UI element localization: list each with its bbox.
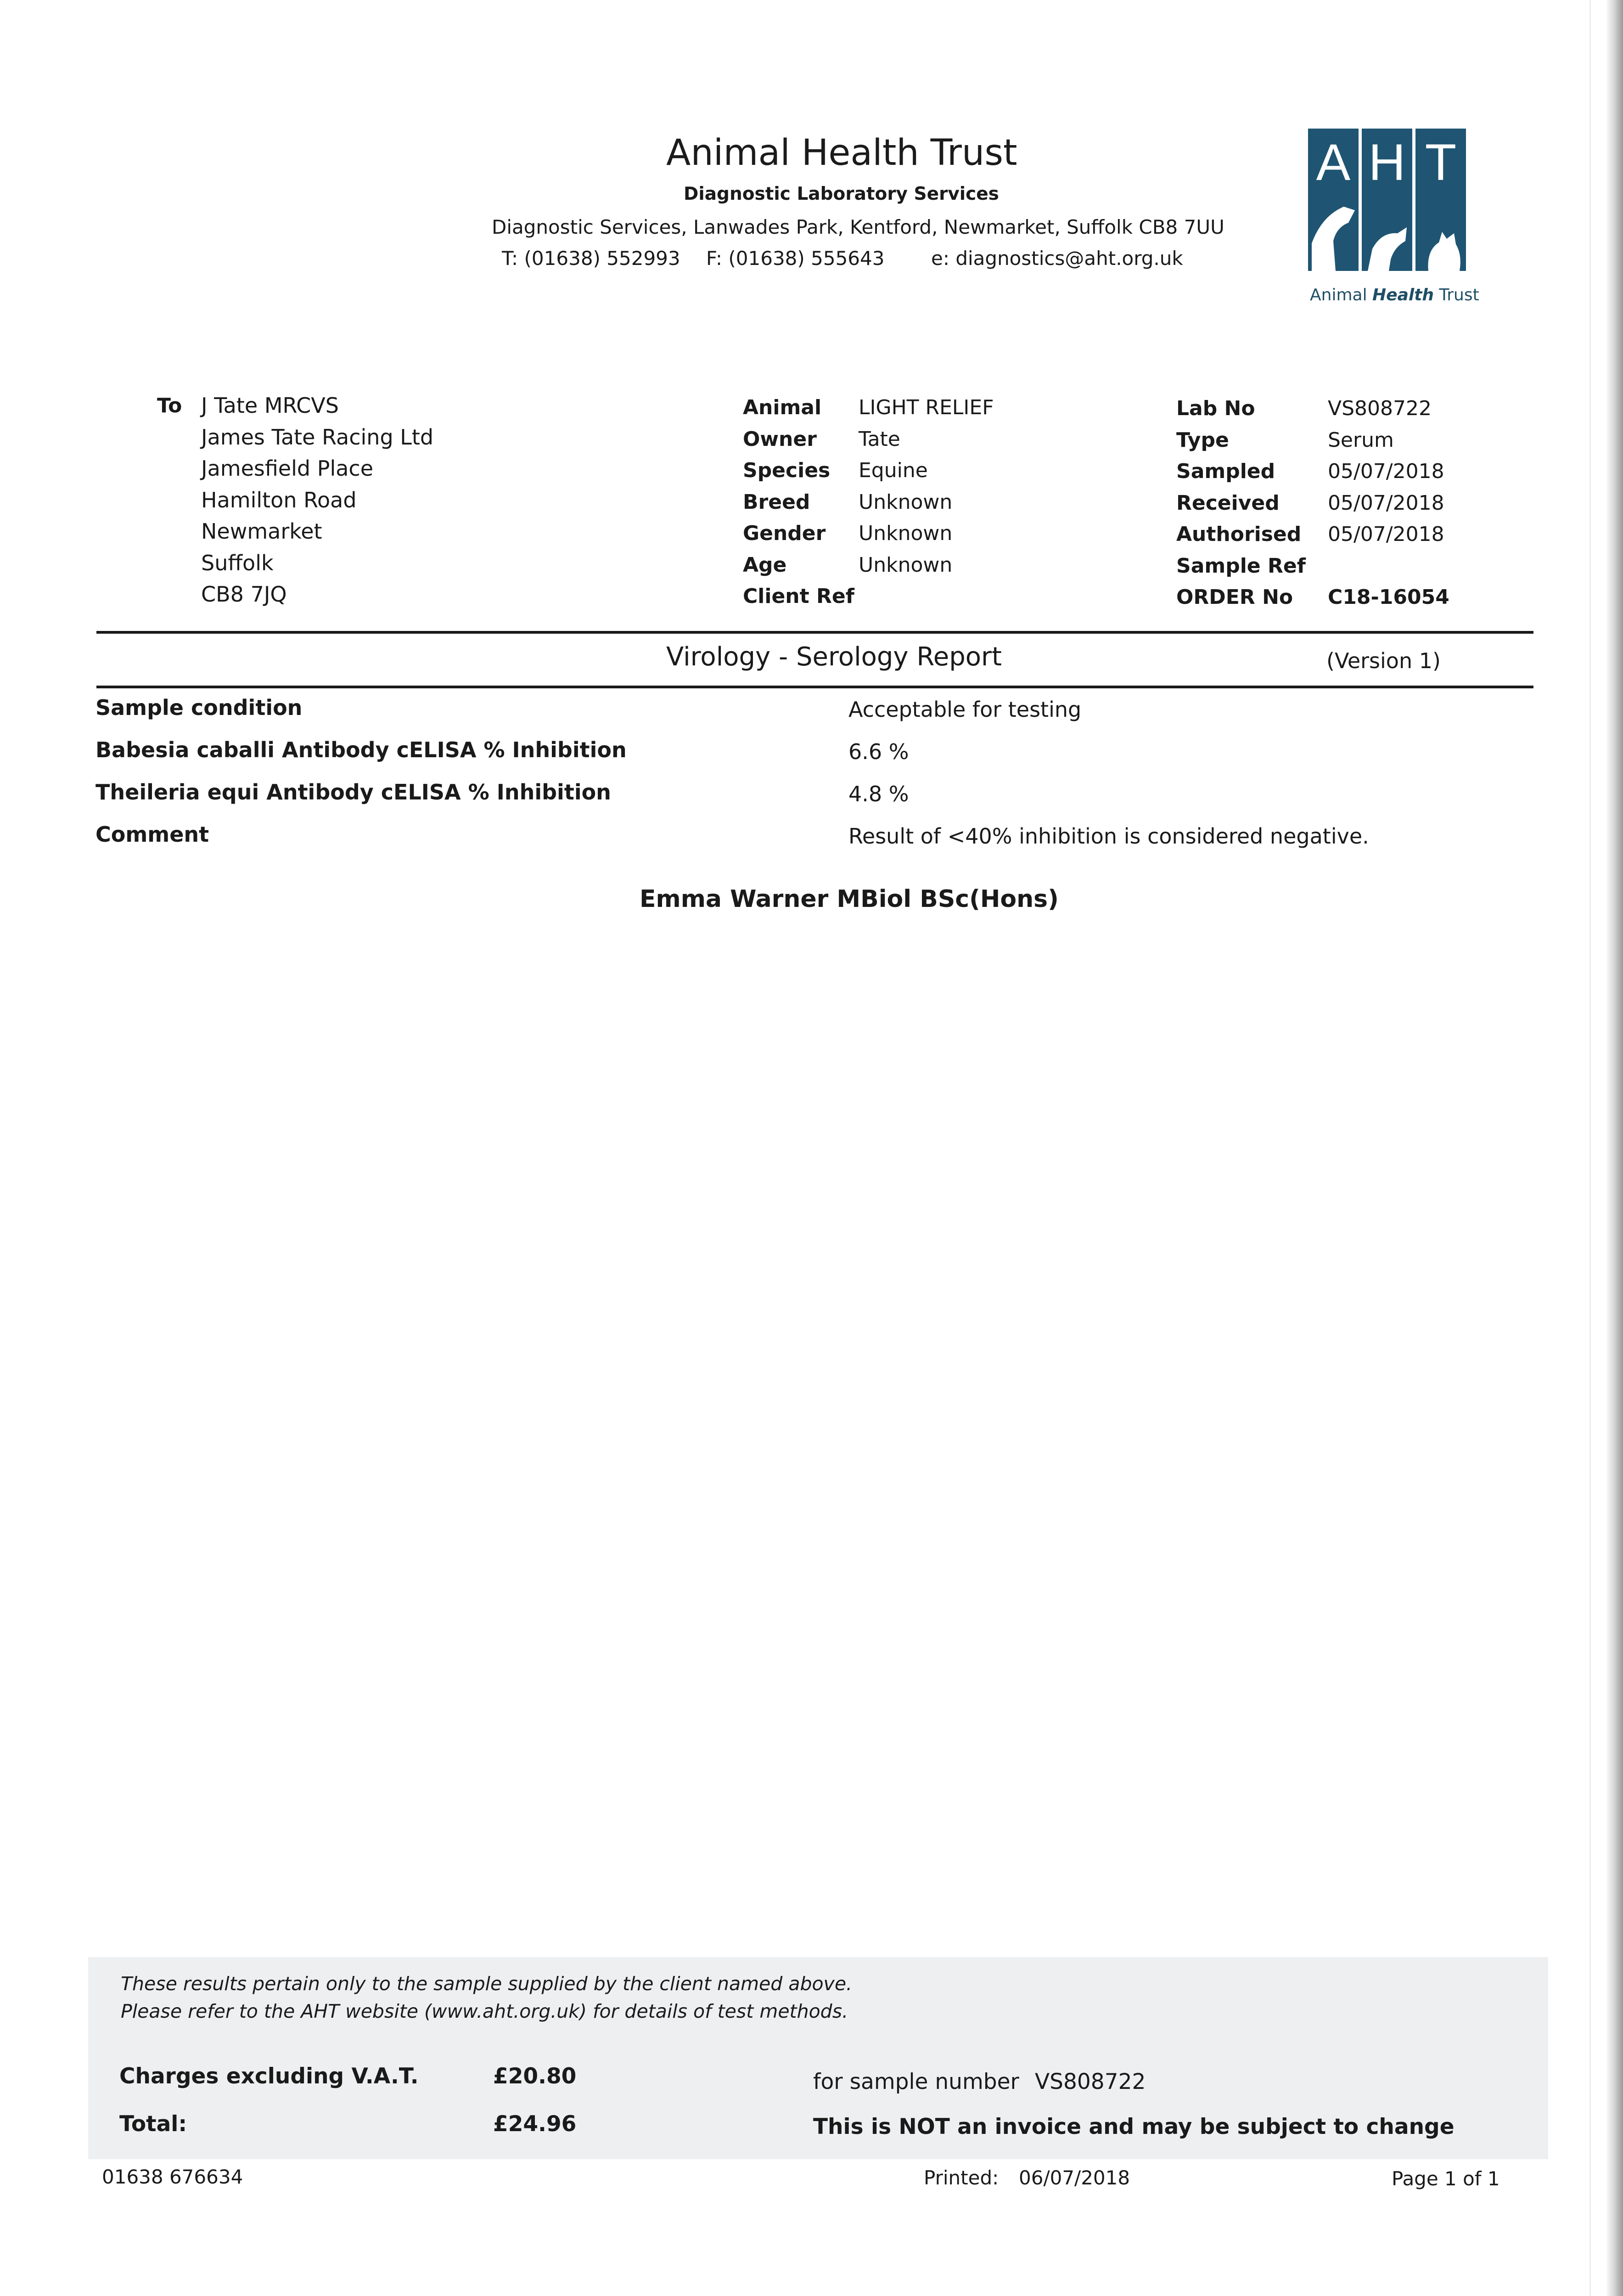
lab-info-value: 05/07/2018 <box>1328 523 1444 546</box>
lab-info-label: Type <box>1176 428 1229 452</box>
org-fax: F: (01638) 555643 <box>706 247 885 270</box>
logo-letter-t: T <box>1425 134 1457 191</box>
recipient-line: Newmarket <box>201 519 322 544</box>
recipient-line: James Tate Racing Ltd <box>201 424 434 450</box>
paper-crease <box>1589 0 1591 2296</box>
sample-number-label: for sample number <box>813 2069 1019 2094</box>
aht-logo <box>1308 129 1466 271</box>
animal-info-label: Gender <box>743 522 826 545</box>
report-version: (Version 1) <box>1326 648 1441 673</box>
lab-info-value: 05/07/2018 <box>1328 491 1444 515</box>
animal-info-value: LIGHT RELIEF <box>859 396 994 419</box>
lab-info-value: VS808722 <box>1328 397 1432 420</box>
animal-info-label: Client Ref <box>743 585 854 608</box>
lab-info-label: Sample Ref <box>1176 554 1306 578</box>
lab-info-label: Authorised <box>1176 523 1302 546</box>
signer-name: Emma Warner MBiol BSc(Hons) <box>640 885 1059 913</box>
charges-value: £20.80 <box>493 2064 577 2089</box>
result-value: 4.8 % <box>848 782 909 806</box>
lab-info-label: Lab No <box>1176 397 1255 420</box>
recipient-line: CB8 7JQ <box>201 582 287 607</box>
disclaimer-line-2: Please refer to the AHT website (www.aht.org.uk) for details of test methods. <box>121 2000 848 2022</box>
charges-label: Charges excluding V.A.T. <box>119 2064 419 2089</box>
result-value: Result of <40% inhibition is considered negative. <box>848 824 1369 849</box>
animal-info-label: Owner <box>743 427 817 451</box>
to-label: To <box>157 394 182 417</box>
logo-letter-h: H <box>1368 134 1406 191</box>
printed-date: 06/07/2018 <box>1019 2167 1130 2189</box>
result-label: Theileria equi Antibody cELISA % Inhibition <box>95 780 611 805</box>
logo-panel-a <box>1308 129 1359 271</box>
logo-panel-h <box>1362 129 1412 271</box>
recipient-line: Hamilton Road <box>201 487 357 512</box>
printed-label: Printed: <box>924 2167 999 2189</box>
logo-panel-t <box>1415 129 1466 271</box>
animal-info-value: Tate <box>859 427 900 451</box>
lab-info-value: C18-16054 <box>1328 585 1449 609</box>
org-name: Animal Health Trust <box>666 132 1017 174</box>
logo-caption: Animal Health Trust <box>1310 286 1479 304</box>
animal-info-value: Unknown <box>859 490 953 514</box>
animal-info-value: Unknown <box>859 522 953 545</box>
invoice-note: This is NOT an invoice and may be subject to change <box>813 2114 1455 2139</box>
lab-info-label: Received <box>1176 491 1280 515</box>
result-value: Acceptable for testing <box>848 697 1082 722</box>
total-label: Total: <box>119 2111 187 2137</box>
paper-edge-shadow <box>1606 0 1623 2296</box>
disclaimer-line-1: These results pertain only to the sample supplied by the client named above. <box>121 1973 853 1995</box>
divider-bottom <box>96 686 1533 688</box>
animal-info-value: Unknown <box>859 553 953 577</box>
result-label: Comment <box>95 822 209 847</box>
animal-info-label: Age <box>743 553 787 577</box>
lab-info-value: Serum <box>1328 428 1394 452</box>
result-value: 6.6 % <box>848 739 909 764</box>
lab-info-value: 05/07/2018 <box>1328 460 1444 483</box>
recipient-line: Suffolk <box>201 550 274 575</box>
animal-info-label: Animal <box>743 396 822 419</box>
logo-letter-a: A <box>1316 134 1351 191</box>
lab-info-label: ORDER No <box>1176 585 1293 609</box>
service-name: Diagnostic Laboratory Services <box>684 184 999 204</box>
result-label: Sample condition <box>95 695 303 720</box>
lab-info-label: Sampled <box>1176 460 1275 483</box>
result-label: Babesia caballi Antibody cELISA % Inhibition <box>95 737 627 762</box>
animal-info-label: Species <box>743 459 831 482</box>
org-phone: T: (01638) 552993 <box>502 247 680 270</box>
divider-top <box>96 631 1533 634</box>
footer-phone: 01638 676634 <box>102 2166 243 2188</box>
recipient-line: J Tate MRCVS <box>201 393 339 418</box>
org-address: Diagnostic Services, Lanwades Park, Kentford, Newmarket, Suffolk CB8 7UU <box>492 216 1224 238</box>
report-title: Virology - Serology Report <box>666 642 1002 672</box>
animal-info-value: Equine <box>859 459 928 482</box>
sample-number: VS808722 <box>1035 2069 1146 2094</box>
total-value: £24.96 <box>493 2111 577 2137</box>
page-number: Page 1 of 1 <box>1392 2167 1500 2190</box>
recipient-line: Jamesfield Place <box>201 456 374 481</box>
animal-info-label: Breed <box>743 490 810 514</box>
org-email: e: diagnostics@aht.org.uk <box>931 247 1183 270</box>
